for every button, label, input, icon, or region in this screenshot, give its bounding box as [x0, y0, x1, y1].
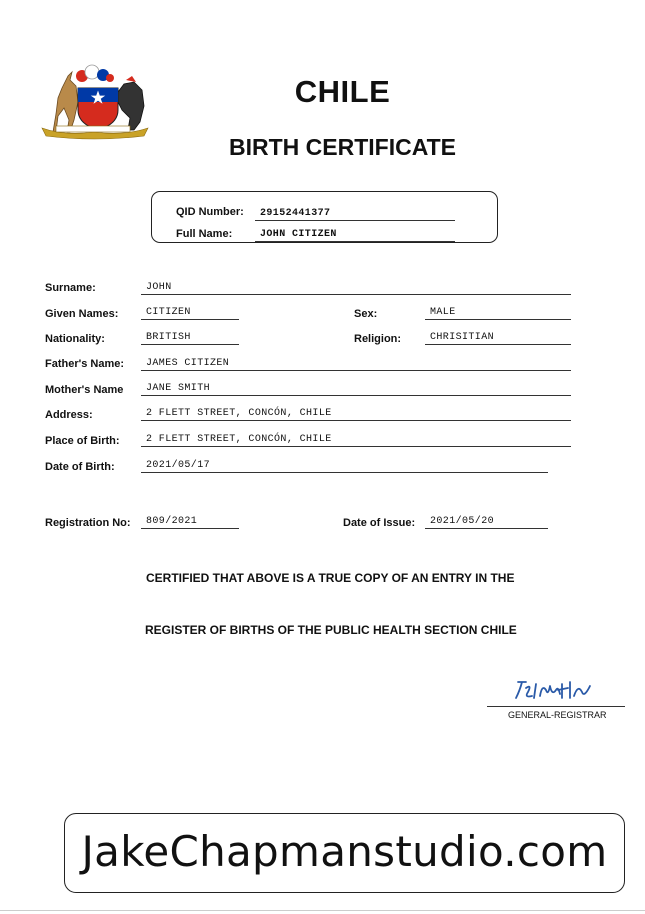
mother-name-value: JANE SMITH — [141, 382, 571, 396]
nationality-value: BRITISH — [141, 331, 239, 345]
given-names-label: Given Names: — [45, 308, 119, 320]
surname-label: Surname: — [45, 282, 96, 294]
watermark-text: JakeChapmanstudio.com — [81, 827, 608, 876]
qid-label: QID Number: — [176, 206, 244, 218]
father-name-label: Father's Name: — [45, 358, 125, 370]
full-name-label: Full Name: — [176, 228, 233, 240]
document-country-heading: CHILE — [294, 74, 391, 109]
watermark-box — [64, 813, 625, 893]
surname-value: JOHN — [141, 281, 571, 295]
page-bottom-divider — [0, 910, 645, 911]
religion-value: CHRISITIAN — [425, 331, 571, 345]
mother-name-label: Mother's Name — [45, 384, 124, 396]
place-of-birth-label: Place of Birth: — [45, 435, 120, 447]
address-value: 2 FLETT STREET, CONCÓN, CHILE — [141, 407, 571, 421]
registrar-title: GENERAL-REGISTRAR — [508, 710, 607, 720]
date-of-issue-value: 2021/05/20 — [425, 515, 548, 529]
date-of-issue-label: Date of Issue: — [343, 517, 416, 529]
registrar-signature — [512, 676, 596, 702]
signature-line — [487, 706, 625, 707]
document-title: BIRTH CERTIFICATE — [228, 134, 456, 160]
full-name-value: JOHN CITIZEN — [255, 228, 455, 242]
father-name-value: JAMES CITIZEN — [141, 357, 571, 371]
certification-statement-line2: REGISTER OF BIRTHS OF THE PUBLIC HEALTH SECTION CHILE — [145, 623, 517, 637]
qid-value: 29152441377 — [255, 207, 455, 221]
registration-number-value: 809/2021 — [141, 515, 239, 529]
address-label: Address: — [45, 409, 93, 421]
date-of-birth-label: Date of Birth: — [45, 461, 115, 473]
date-of-birth-value: 2021/05/17 — [141, 459, 548, 473]
sex-value: MALE — [425, 306, 571, 320]
place-of-birth-value: 2 FLETT STREET, CONCÓN, CHILE — [141, 433, 571, 447]
certification-statement-line1: CERTIFIED THAT ABOVE IS A TRUE COPY OF AN ENTRY IN THE — [146, 571, 515, 585]
given-names-value: CITIZEN — [141, 306, 239, 320]
religion-label: Religion: — [354, 333, 402, 345]
sex-label: Sex: — [354, 308, 378, 320]
nationality-label: Nationality: — [45, 333, 105, 345]
registration-number-label: Registration No: — [45, 517, 131, 529]
